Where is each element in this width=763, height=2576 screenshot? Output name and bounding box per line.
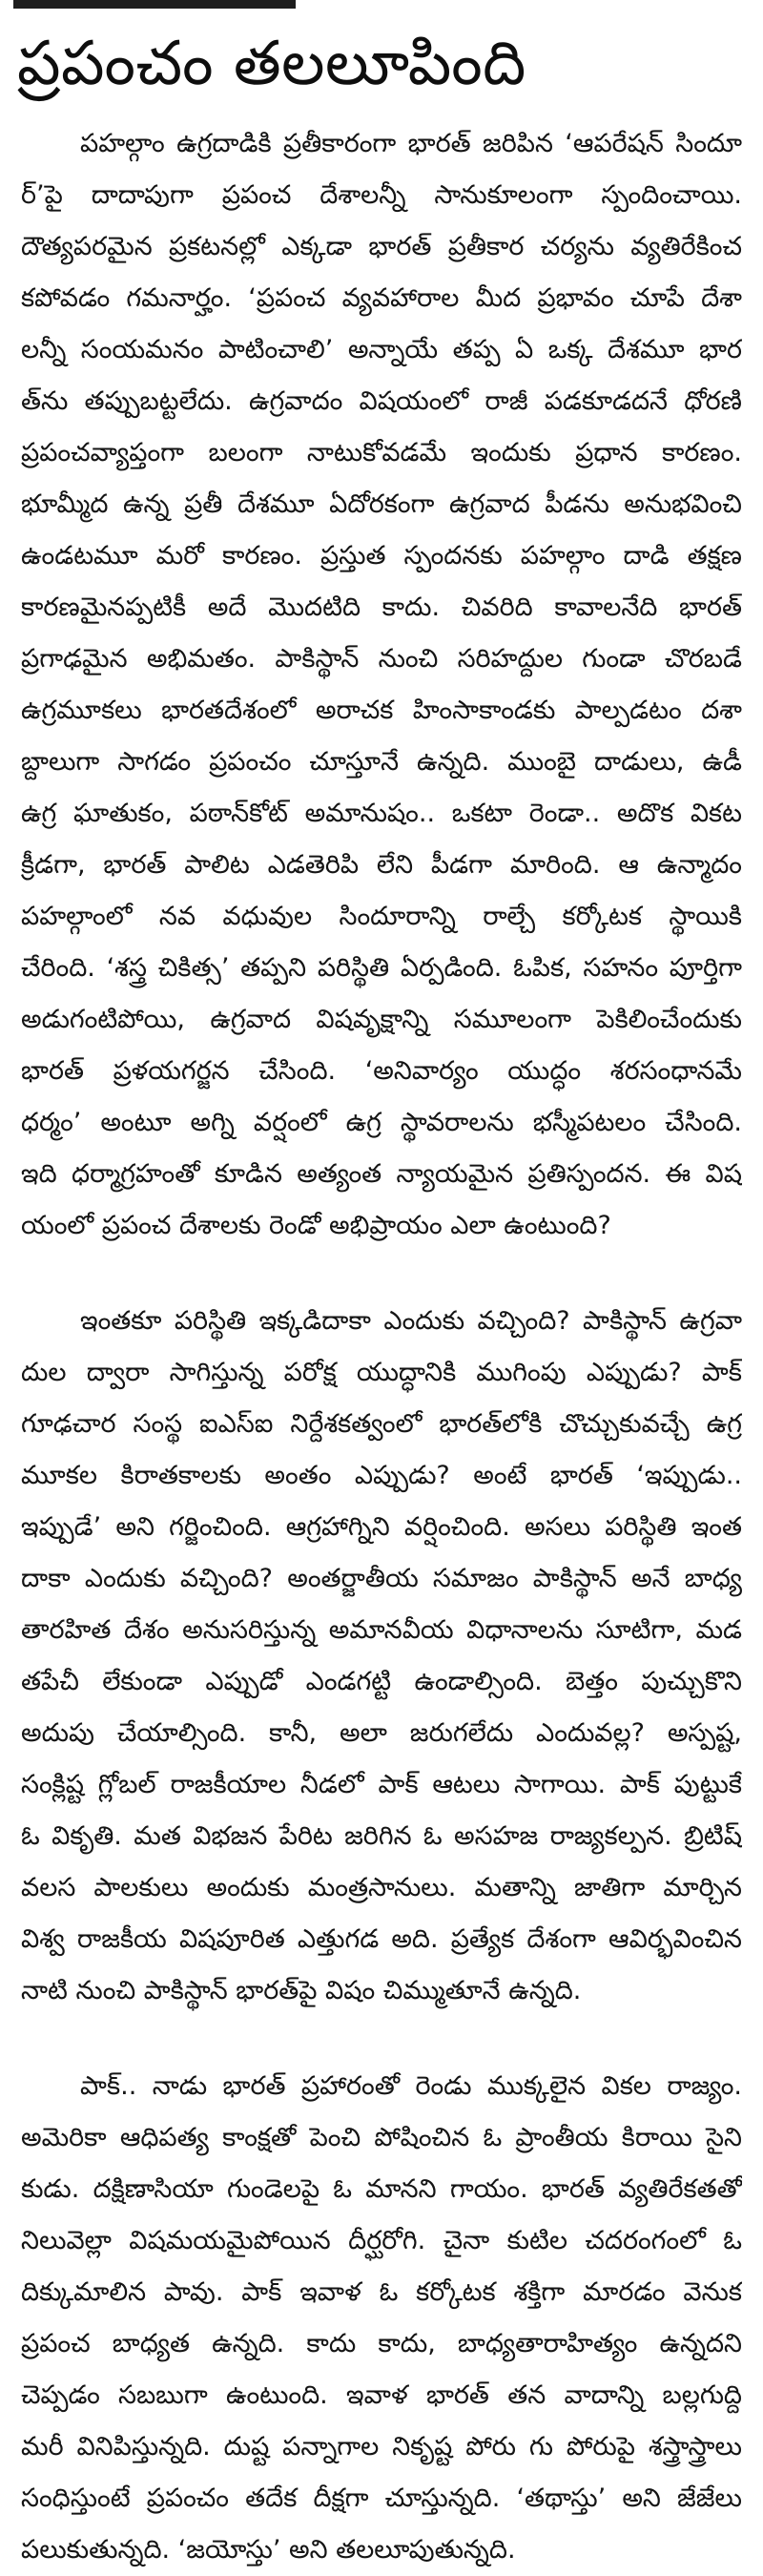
text-line: పహల్గాం ఉగ్రదాడికి ప్రతీకారంగా భారత్ జరిపిన ‘ఆపరేషన్ సిందూ [80,129,742,158]
text-line: దౌత్యపరమైన ప్రకటనల్లో ఎక్కడా భారత్ ప్రతీకార చర్యను వ్యతిరేకించ [21,232,742,261]
text-line: విశ్వ రాజకీయ విషపూరిత ఎత్తుగడ అది. ప్రత్యేక దేశంగా ఆవిర్భవించిన [21,1924,742,1954]
text-line: నాటి నుంచి పాకిస్థాన్ భారత్‌పై విషం చిమ్ముతూనే ఉన్నది. [21,1976,582,2005]
text-line: అడుగంటిపోయి, ఉగ్రవాద విషవృక్షాన్ని సమూలంగా పెకిలించేందుకు [21,1005,742,1034]
text-line: ఓ వికృతి. మత విభజన పేరిట జరిగిన ఓ అసహజ రాజ్యకల్పన. బ్రిటిష్ [21,1821,742,1851]
text-line: భూమ్మీద ఉన్న ప్రతీ దేశమూ ఏదోరకంగా ఉగ్రవాద పీడను అనుభవించి [21,489,742,519]
text-line: నిలువెల్లా విషమయమైపోయిన దీర్ఘరోగి. చైనా కుటిల చదరంగంలో ఓ [21,2226,742,2255]
text-line: ప్రపంచవ్యాప్తంగా బలంగా నాటుకోవడమే ఇందుకు ప్రధాన కారణం. [21,438,742,467]
paragraph-1 [21,118,742,1252]
article-headline: ప్రపంచం తలలూపింది [17,29,526,99]
text-line: భారత్ ప్రళయగర్జన చేసింది. ‘అనివార్యం యుద్ధం శరసంధానమే [21,1056,742,1086]
text-line: సంక్లిష్ట గ్లోబల్ రాజకీయాల నీడలో పాక్ ఆటలు సాగాయి. పాక్ పుట్టుకే [21,1770,742,1799]
text-line: అమెరికా ఆధిపత్య కాంక్షతో పెంచి పోషించిన ఓ ప్రాంతీయ కిరాయి సైని [21,2123,742,2152]
text-line: కారణమైనప్పటికీ అదే మొదటిది కాదు. చివరిది కావాలనేది భారత్ [21,592,742,622]
text-line: పహల్గాంలో నవ వధువుల సిందూరాన్ని రాల్చే కర్కోటక స్థాయికి [21,902,742,931]
text-line: పాక్.. నాడు భారత్ ప్రహారంతో రెండు ముక్కలైన వికల రాజ్యం. [80,2071,742,2101]
text-line: ధర్మం’ అంటూ అగ్ని వర్షంలో ఉగ్ర స్థావరాలను భస్మీపటలం చేసింది. [21,1108,742,1137]
text-line: ఉండటమూ మరో కారణం. ప్రస్తుత స్పందనకు పహల్గాం దాడి తక్షణ [21,541,742,571]
text-line: త్‌ను తప్పుబట్టలేదు. ఉగ్రవాదం విషయంలో రాజీ పడకూడదనే ధోరణి [21,386,742,416]
text-line: యంలో ప్రపంచ దేశాలకు రెండో అభిప్రాయం ఎలా ఉంటుంది? [21,1211,611,1240]
text-line: ప్రపంచ బాధ్యత ఉన్నది. కాదు కాదు, బాధ్యతారాహిత్యం ఉన్నదని [21,2329,742,2358]
text-line: ఇప్పుడే’ అని గర్జించింది. ఆగ్రహాగ్నిని వర్షించింది. అసలు పరిస్థితి ఇంత [21,1512,742,1542]
text-line: తపేచీ లేకుండా ఎప్పుడో ఎండగట్టి ఉండాల్సింది. బెత్తం పుచ్చుకొని [21,1667,742,1696]
text-line: సంధిస్తుంటే ప్రపంచం తదేక దీక్షగా చూస్తున్నది. ‘తథాస్తు’ అని జేజేలు [21,2483,742,2513]
text-line: క్రీడగా, భారత్ పాలిట ఎడతెరిపి లేని పీడగా మారింది. ఆ ఉన్మాదం [21,850,742,880]
text-line: మూకల కిరాతకాలకు అంతం ఎప్పుడు? అంటే భారత్ ‘ఇప్పుడు.. [21,1461,742,1490]
text-line: ఇంతకూ పరిస్థితి ఇక్కడిదాకా ఎందుకు వచ్చింది? పాకిస్థాన్ ఉగ్రవా [80,1306,742,1336]
text-line: ఉగ్రమూకలు భారతదేశంలో అరాచక హింసాకాండకు పాల్పడటం దశా [21,696,742,725]
text-line: ఉగ్ర ఘాతుకం, పఠాన్‌కోట్ అమానుషం.. ఒకటా రెండా.. అదొక వికట [21,799,742,828]
text-line: చెప్పడం సబబుగా ఉంటుంది. ఇవాళ భారత్ తన వాదాన్ని బల్లగుద్ది [21,2380,742,2410]
text-line: చేరింది. ‘శస్త్ర చికిత్స’ తప్పని పరిస్థితి ఏర్పడింది. ఓపిక, సహనం పూర్తిగా [21,953,742,983]
text-line: అదుపు చేయాల్సింది. కానీ, అలా జరుగలేదు ఎందువల్ల? అస్పష్ట, [21,1718,742,1748]
text-line: పలుకుతున్నది. ‘జయోస్తు’ అని తలలూపుతున్నది. [21,2535,516,2565]
paragraph-3 [21,2061,742,2576]
article-body [21,118,742,2576]
text-line: దాకా ఎందుకు వచ్చింది? అంతర్జాతీయ సమాజం పాకిస్థాన్ అనే బాధ్య [21,1564,742,1593]
text-line: దుల ద్వారా సాగిస్తున్న పరోక్ష యుద్ధానికి ముగింపు ఎప్పుడు? పాక్ [21,1358,742,1387]
text-line: కపోవడం గమనార్హం. ‘ప్రపంచ వ్యవహారాల మీద ప్రభావం చూపే దేశా [21,283,742,313]
paragraph-2 [21,1296,742,2017]
masthead-rule [13,0,296,9]
text-line: తారహిత దేశం అనుసరిస్తున్న అమానవీయ విధానాలను సూటిగా, మడ [21,1615,742,1645]
text-line: లన్నీ సంయమనం పాటించాలి’ అన్నాయే తప్ప ఏ ఒక్క దేశమూ భార [21,335,742,364]
text-line: దిక్కుమాలిన పావు. పాక్ ఇవాళ ఓ కర్కోటక శక్తిగా మారడం వెనుక [21,2277,742,2307]
text-line: గూఢచార సంస్థ ఐఎస్ఐ నిర్దేశకత్వంలో భారత్‌లోకి చొచ్చుకువచ్చే ఉగ్ర [21,1409,742,1439]
text-line: ర్’పై దాదాపుగా ప్రపంచ దేశాలన్నీ సానుకూలంగా స్పందించాయి. [21,180,742,210]
text-line: వలస పాలకులు అందుకు మంత్రసానులు. మతాన్ని జాతిగా మార్చిన [21,1873,742,1902]
text-line: బ్దాలుగా సాగడం ప్రపంచం చూస్తూనే ఉన్నది. ముంబై దాడులు, ఉడీ [21,747,742,777]
text-line: మరీ వినిపిస్తున్నది. దుష్ట పన్నాగాల నికృష్ట పోరు గు పోరుపై శస్త్రాస్త్రాలు [21,2432,742,2462]
text-line: కుడు. దక్షిణాసియా గుండెలపై ఓ మానని గాయం. భారత్ వ్యతిరేకతతో [21,2174,742,2204]
text-line: ప్రగాఢమైన అభిమతం. పాకిస్థాన్ నుంచి సరిహద్దుల గుండా చొరబడే [21,644,742,674]
text-line: ఇది ధర్మాగ్రహంతో కూడిన అత్యంత న్యాయమైన ప్రతిస్పందన. ఈ విష [21,1159,742,1189]
